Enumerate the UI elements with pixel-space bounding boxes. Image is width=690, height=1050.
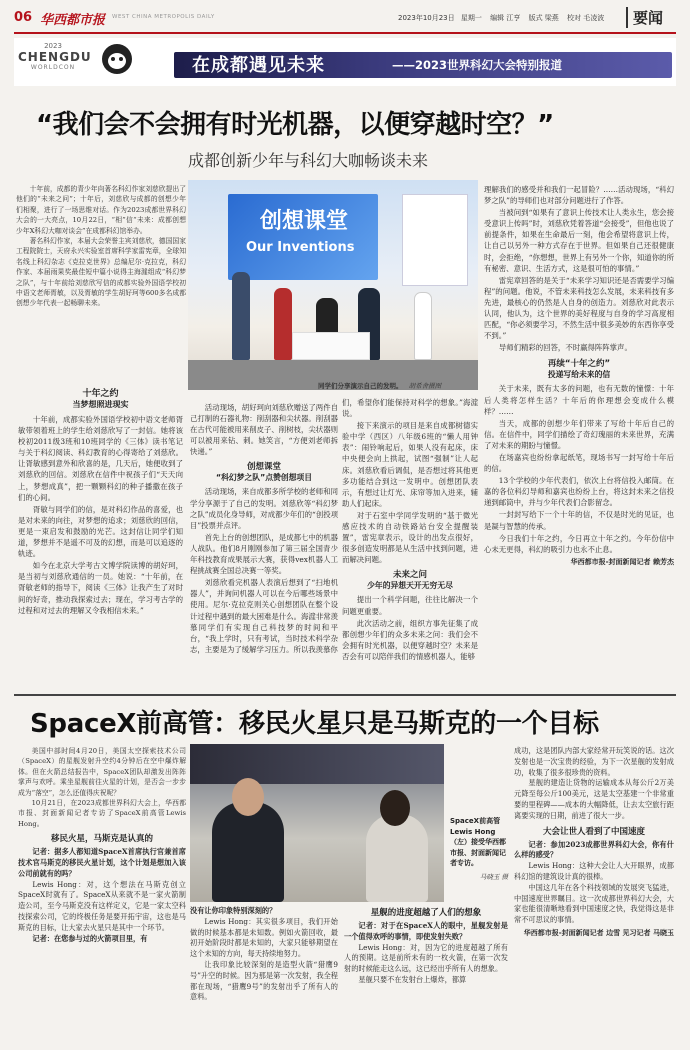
body-paragraph: 首先上台的创想团队，是成都七中的机器人战队。他们8月刚刚参加了第三届全国青少年科技教育成果展示大赛，获得vex机器人工程挑战赛全国总决赛一等奖。 (190, 532, 338, 576)
logo-sub: WORLDCON (30, 64, 76, 71)
section-heading: 大会让世人看到了中国速度 (542, 826, 645, 837)
body-paragraph: 关于未来，既有太多的问题，也有无数的憧憬：十年后人类将怎样生活？十年后的你理想会变成什么模样？…… (484, 384, 674, 416)
photo-credit: 胡希舍摄图 (408, 382, 442, 390)
body-paragraph: 成功，这是团队内部大家经常开玩笑说的话。这次发射也是一次宝贵的经验，为下一次星舰的发射成功，收集了很多很珍贵的资料。 (514, 746, 674, 777)
body-paragraph: 们，希望你们能保持对科学的想象。”海漄说。 (342, 398, 478, 419)
body-paragraph: 雷宪章回答的是关于“未来学习知识还是否需要学习编程”的问题。他说，不管未来科技怎么发展，未来科技有多先进，最核心的仍然是人自身的创造力。刘慈欣对此表示认同，他认为，这个世界的美好程度与自身的学习高度相匹配，“你必须要学习，不然生活中很多美妙的东西你享受不到。” (484, 275, 674, 341)
interviewee-head (232, 778, 264, 816)
panda-icon (102, 44, 132, 74)
header-rule (14, 32, 676, 34)
interview-answer: 星舰只要不在发射台上爆炸，都算 (358, 974, 467, 984)
story1-lead (16, 184, 186, 309)
body-paragraph: 在场嘉宾也纷纷拿起纸笔，现场书写一封写给十年后的信。 (484, 452, 674, 474)
body-paragraph: 如今在北京大学考古文博学院读博的胡好珂，是当初与刘慈欣通信的一员。她说：“十年前，在胥敏老师的指导下，阅读《三体》让我产生了对时间的好奇，推动我探索过去；现在，学习考古学的过程和对过去的理解又令我相信未来。” (18, 561, 183, 615)
body-paragraph: 当天，成都的创想少年们带来了写给十年后自己的信。在信件中，同学们描绘了奇幻瑰丽的未来世界，充满了对未来的期盼与憧憬。 (484, 418, 674, 450)
lead-paragraph: 美国中部时间4月20日，美国太空探索技术公司（SpaceX）的星舰发射升空约4分钟后在空中爆炸解体。但在火箭总结报告中，SpaceX团队却激发出阵阵掌声与欢呼。乘坐星舰前往火星的计划，是否会一步步成为“落空”，怎么还值得庆祝呢？ (18, 747, 186, 797)
scifi-poster (402, 194, 468, 286)
reporter-figure (366, 814, 428, 902)
section-subheading: 投递写给未来的信 (547, 370, 611, 380)
interview-answer: 中国这几年在各个科技领域的发展突飞猛进，中国速度世界瞩目。这一次成都世界科幻大会，大家也能很清晰地看到中国速度之快，我觉得这是非常不可思议的事情。 (514, 882, 674, 925)
story2-photo-caption (450, 816, 508, 881)
story1-col3 (342, 397, 478, 663)
story1-col1 (18, 386, 183, 617)
reporter-head (380, 790, 410, 826)
interviewee-figure (212, 802, 284, 902)
body-paragraph: 理解我们的感受并和我们一起冒险？……活动现场，“科幻梦之队”的导师们也对部分问题进行了作答。 (484, 185, 674, 206)
interview-answer: 让我印象比较深刻的是造型火箭“猎鹰9号”升空的时候。因为那是第一次发射，我全程都在现场，“猎鹰9号”的发射出乎了所有人的意料。 (190, 959, 338, 1002)
lead-paragraph: 10月21日，在2023成都世界科幻大会上，华西都市报、封面新闻记者专访了SpaceX前高管Lewis Hong。 (18, 799, 186, 828)
interview-answer: Lewis Hong：其实很多项目，我们开始做的时候基本都是未知数。例如火箭回收，最初开始阶段时都是未知的，大家只能够期望在这个未知的方向，每天持续地努力。 (190, 916, 338, 959)
body-paragraph: 提出一个科学问题，往往比解决一个问题更重要。 (342, 595, 478, 616)
editor: 编辑 江亨 (490, 14, 521, 22)
body-paragraph: 此次活动之前，组织方事先征集了成都创想少年们的众多未来之问：我们会不会拥有时光机器，以便穿越时空？未来是否会有可以陪伴我们的情感机器人，能够 (342, 618, 478, 661)
story2-headline: SpaceX前高管：移民火星只是马斯克的一个目标 (30, 709, 599, 739)
screen-title: 创想课堂 (260, 209, 349, 234)
interview-answer: Lewis Hong：对，这个想法在马斯克创立SpaceX时就有了。SpaceX从来就不是一家火箭制造公司，至今马斯克没有这样定义，它是一家太空科技探索公司，它的终极任务是要开拓宇宙，这也是马斯克的目标，让大家去火星只是其中一个环节。 (18, 879, 186, 932)
story1-col2 (190, 402, 338, 656)
section-heading: 星舰的进度超越了人们的想象 (370, 908, 482, 918)
caption-text: SpaceX前高管Lewis Hong（左）接受华西都市报、封面新闻记者专访。 (450, 817, 506, 867)
story2-col1 (18, 746, 186, 944)
body-paragraph: 十年前，成都实验外国语学校初中语文老师胥敏带领着班上的学生给刘慈欣写了一封信。她将该校初2011级3班和10班同学的《三体》读书笔记与关于科幻阅读、科幻教育的心得寄给了刘慈欣。让胥敏感到意外和欣喜的是，几天后，她便收到了刘慈欣的回信。刘慈欣在信件中祝孩子们“天天向上，梦想成真”，把一颗颗科幻的种子播撒在孩子们的心间。 (18, 415, 183, 502)
logo-year: 2023 (44, 42, 62, 50)
body-paragraph: 一封封写给下一个十年的信，不仅是时光的见证，也是凝与智慧的传承。 (484, 510, 674, 531)
masthead-logo: 华西都市报 (40, 13, 106, 28)
story2-col4 (514, 746, 674, 938)
banner-subtitle: ——2023世界科幻大会特别报道 (392, 58, 563, 72)
story1-photo (188, 180, 478, 390)
interview-question: 记者：在您参与过的火箭项目里，有 (32, 933, 148, 943)
body-paragraph: 刘慈欣看完机器人表演后想到了“扫地机器人”，并询问机器人可以在今后哪些场景中使用。尼尔·克拉克则关心创想团队在整个设计过程中遇到的最大困难是什么。海漄非常羡慕同学们有实现自己科技梦的时间和平台，“我上学时，只有考试，当时技术科学杂志，主要是为了缓解学习压力。所以我羡慕你 (190, 578, 338, 654)
person-figure (414, 292, 432, 360)
body-paragraph: 活动现场，来自成都多所学校的老师和同学分享源于了自己的发明。刘慈欣等“科幻梦之队”成员化身导师，对成都少年们的“创投项目”投票并点评。 (190, 487, 338, 530)
story1-headline: “我们会不会拥有时光机器，以便穿越时空？” (36, 110, 554, 140)
display-table (292, 332, 370, 360)
interview-answer: Lewis Hong：对，因为它的进度超越了所有人的预期。这是前所未有的一枚火箭，在第一次发射的时候能走这么远，这已经出乎所有人的想象。 (344, 942, 508, 974)
header-meta (398, 13, 604, 23)
body-paragraph: 对于石室中学同学发明的“基于微光感应技术的自动铁路站台安全提醒装置”，雷宪章表示，设计的出发点很好，很多创造发明都是从生活中找到问题，进而解决问题。 (342, 510, 478, 565)
photo-caption (318, 381, 441, 390)
body-paragraph: 星舰的建造让货物的运输成本从每公斤2万美元降至每公斤100美元，这是太空基建一个非常重要的里程碑——成本的大幅降低，让去太空旅行距离要实现的日期，前进了很大一步。 (514, 778, 674, 820)
masthead-en: WEST CHINA METROPOLIS DAILY (112, 14, 215, 20)
body-paragraph: 活动现场，胡好珂向刘慈欣赠送了两件自己打制的石器礼物：削刮器和尖状器。削刮器在古代可能被用来削皮子、削树枝，尖状器则可以被用来钻、刺。她笑言，“方便刘老师拆快递。” (190, 403, 338, 457)
section-subheading: 少年的异想天开无穷无尽 (367, 581, 453, 591)
banner-title: 在成都遇见未来 (192, 55, 325, 76)
section-heading: 创想课堂 (246, 462, 281, 473)
story2-photo (190, 744, 444, 902)
designer: 版式 梁燕 (528, 14, 559, 22)
byline: 华西都市报-封面新闻记者 赖芳杰 (570, 557, 674, 566)
interview-question: 记者：据多人都知道SpaceX首席执行官兼首席技术官马斯克的移民火星计划，这个计划是想加入该公司前就有的吗？ (18, 847, 186, 878)
interview-question: 记者：参加2023成都世界科幻大会，你有什么样的感受？ (514, 839, 674, 860)
screen-subtitle: Our Inventions (246, 240, 355, 255)
section-heading: 移民火星，马斯克是认真的 (50, 834, 153, 845)
backdrop-screen (190, 744, 444, 784)
photo-credit: 马晓玉 摄 (479, 872, 508, 881)
body-paragraph: 13个学校的少年代表们，依次上台将信投入邮筒。在嘉的各位科幻导师和嘉宾也纷纷上台，将这封未来之信投递到邮筒中，并与少年代表们合影留念。 (484, 476, 674, 508)
person-figure (232, 272, 250, 360)
worldcon-logo (18, 42, 138, 82)
lead-paragraph: 著名科幻作家，本届大会荣誉主宾刘慈欣，德国国家工程院院士，天府永兴实验室首席科学家雷宪章，全球知名线上科幻杂志《克拉克世界》总编尼尔·克拉克，科幻作家、本届雨果奖最佳短中篇小说得主海漄组成“科幻梦之队”，与十年前给刘慈欣写信的成都实验外国语学校初中语文老师胥敏，以及胥敏的学生胡好珂等600多名成都创想少年代表一起畅聊未来。 (16, 237, 186, 308)
interview-question: 没有让你印象特别深刻的？ (190, 906, 277, 915)
proofreader: 校对 毛凌波 (567, 14, 605, 22)
body-paragraph: 接下来演示的项目是来自成都树德实验中学（西区）八年级6班的“懒人用钟表”：闹铃响起后，如果人没有起床，床中央便会向上拱起，试图“强制”让人起床。刘慈欣看后调侃，是否想过将其他更多功能结合到这一发明中。创想团队表示，有想过让灯光、床帘等加入进来，辅助人们起床。 (342, 421, 478, 508)
section-heading: 未来之问 (392, 570, 427, 581)
special-report-banner (14, 38, 676, 86)
section-heading: 十年之约 (82, 389, 119, 399)
page-number: 06 (14, 10, 33, 25)
interview-question: 记者：对于在SpaceX人的眼中，星舰发射是一个值得欢呼的事情，即使发射失败？ (344, 921, 508, 941)
section-subheading: “科幻梦之队”点赞创想项目 (215, 473, 312, 483)
weekday: 星期一 (460, 14, 482, 22)
body-paragraph: 胥敏与同学们的信，是对科幻作品的喜爱，也是对未来的向往，对梦想的追求；刘慈欣的回信，更是一束启发和鼓励的光芒。这封信让同学们知道，梦想并不是遥不可及的幻想，而是可以追逐的轨迹。 (18, 504, 183, 559)
interview-answer: Lewis Hong：这种大会让人大开眼界，成都科幻馆的建筑设计真的很棒。 (514, 861, 674, 881)
body-paragraph: 导师们精彩的回答，不时赢得阵阵掌声。 (498, 343, 632, 353)
story1-col4 (484, 184, 674, 567)
story2-col2 (190, 906, 338, 1003)
body-paragraph: 今日我们十年之约，今日再立十年之约。今年份信中心未无更得，科幻的吸引力也永不止息。 (484, 533, 674, 554)
section-heading: 再续“十年之约” (547, 359, 611, 370)
person-figure (274, 288, 292, 360)
story-divider (14, 694, 676, 696)
section-name: 要闻 (626, 7, 663, 28)
body-paragraph: 当被问到“如果有了意识上传技术让人类永生，您会接受意识上传吗”时，刘慈欣凭着答道“会接受”，但他也说了前提条件，如果在生命最后一刻，他会希望将意识上传，让自己以另外一种方式存在于世界。但如果自己还很健康时，会拒绝，“你想想，世界上有另外一个你，知道你的所有秘密、意识、生活方式，这是很可怕的事情。” (484, 208, 674, 273)
lead-paragraph: 十年前，成都的青少年向著名科幻作家刘慈欣提出了他们的“未来之问”；十年后，刘慈欣与成都的创想少年们相聚，进行了一场思维对话。作为2023成都世界科幻大会的一大亮点，10月22日，“相”信“未来：成都创想少年X科幻大咖对谈会”在成都科幻馆举办。 (16, 185, 186, 235)
story2-col3 (344, 906, 508, 986)
section-subheading: 当梦想照进现实 (72, 400, 129, 409)
issue-date: 2023年10月23日 (398, 14, 455, 22)
story1-subheadline: 成都创新少年与科幻大咖畅谈未来 (188, 151, 429, 170)
logo-city: CHENGDU (18, 50, 92, 64)
caption-text: 同学们分享演示自己的发明。 (318, 382, 403, 390)
byline: 华西都市报-封面新闻记者 边雪 见习记者 马晓玉 (523, 928, 674, 937)
